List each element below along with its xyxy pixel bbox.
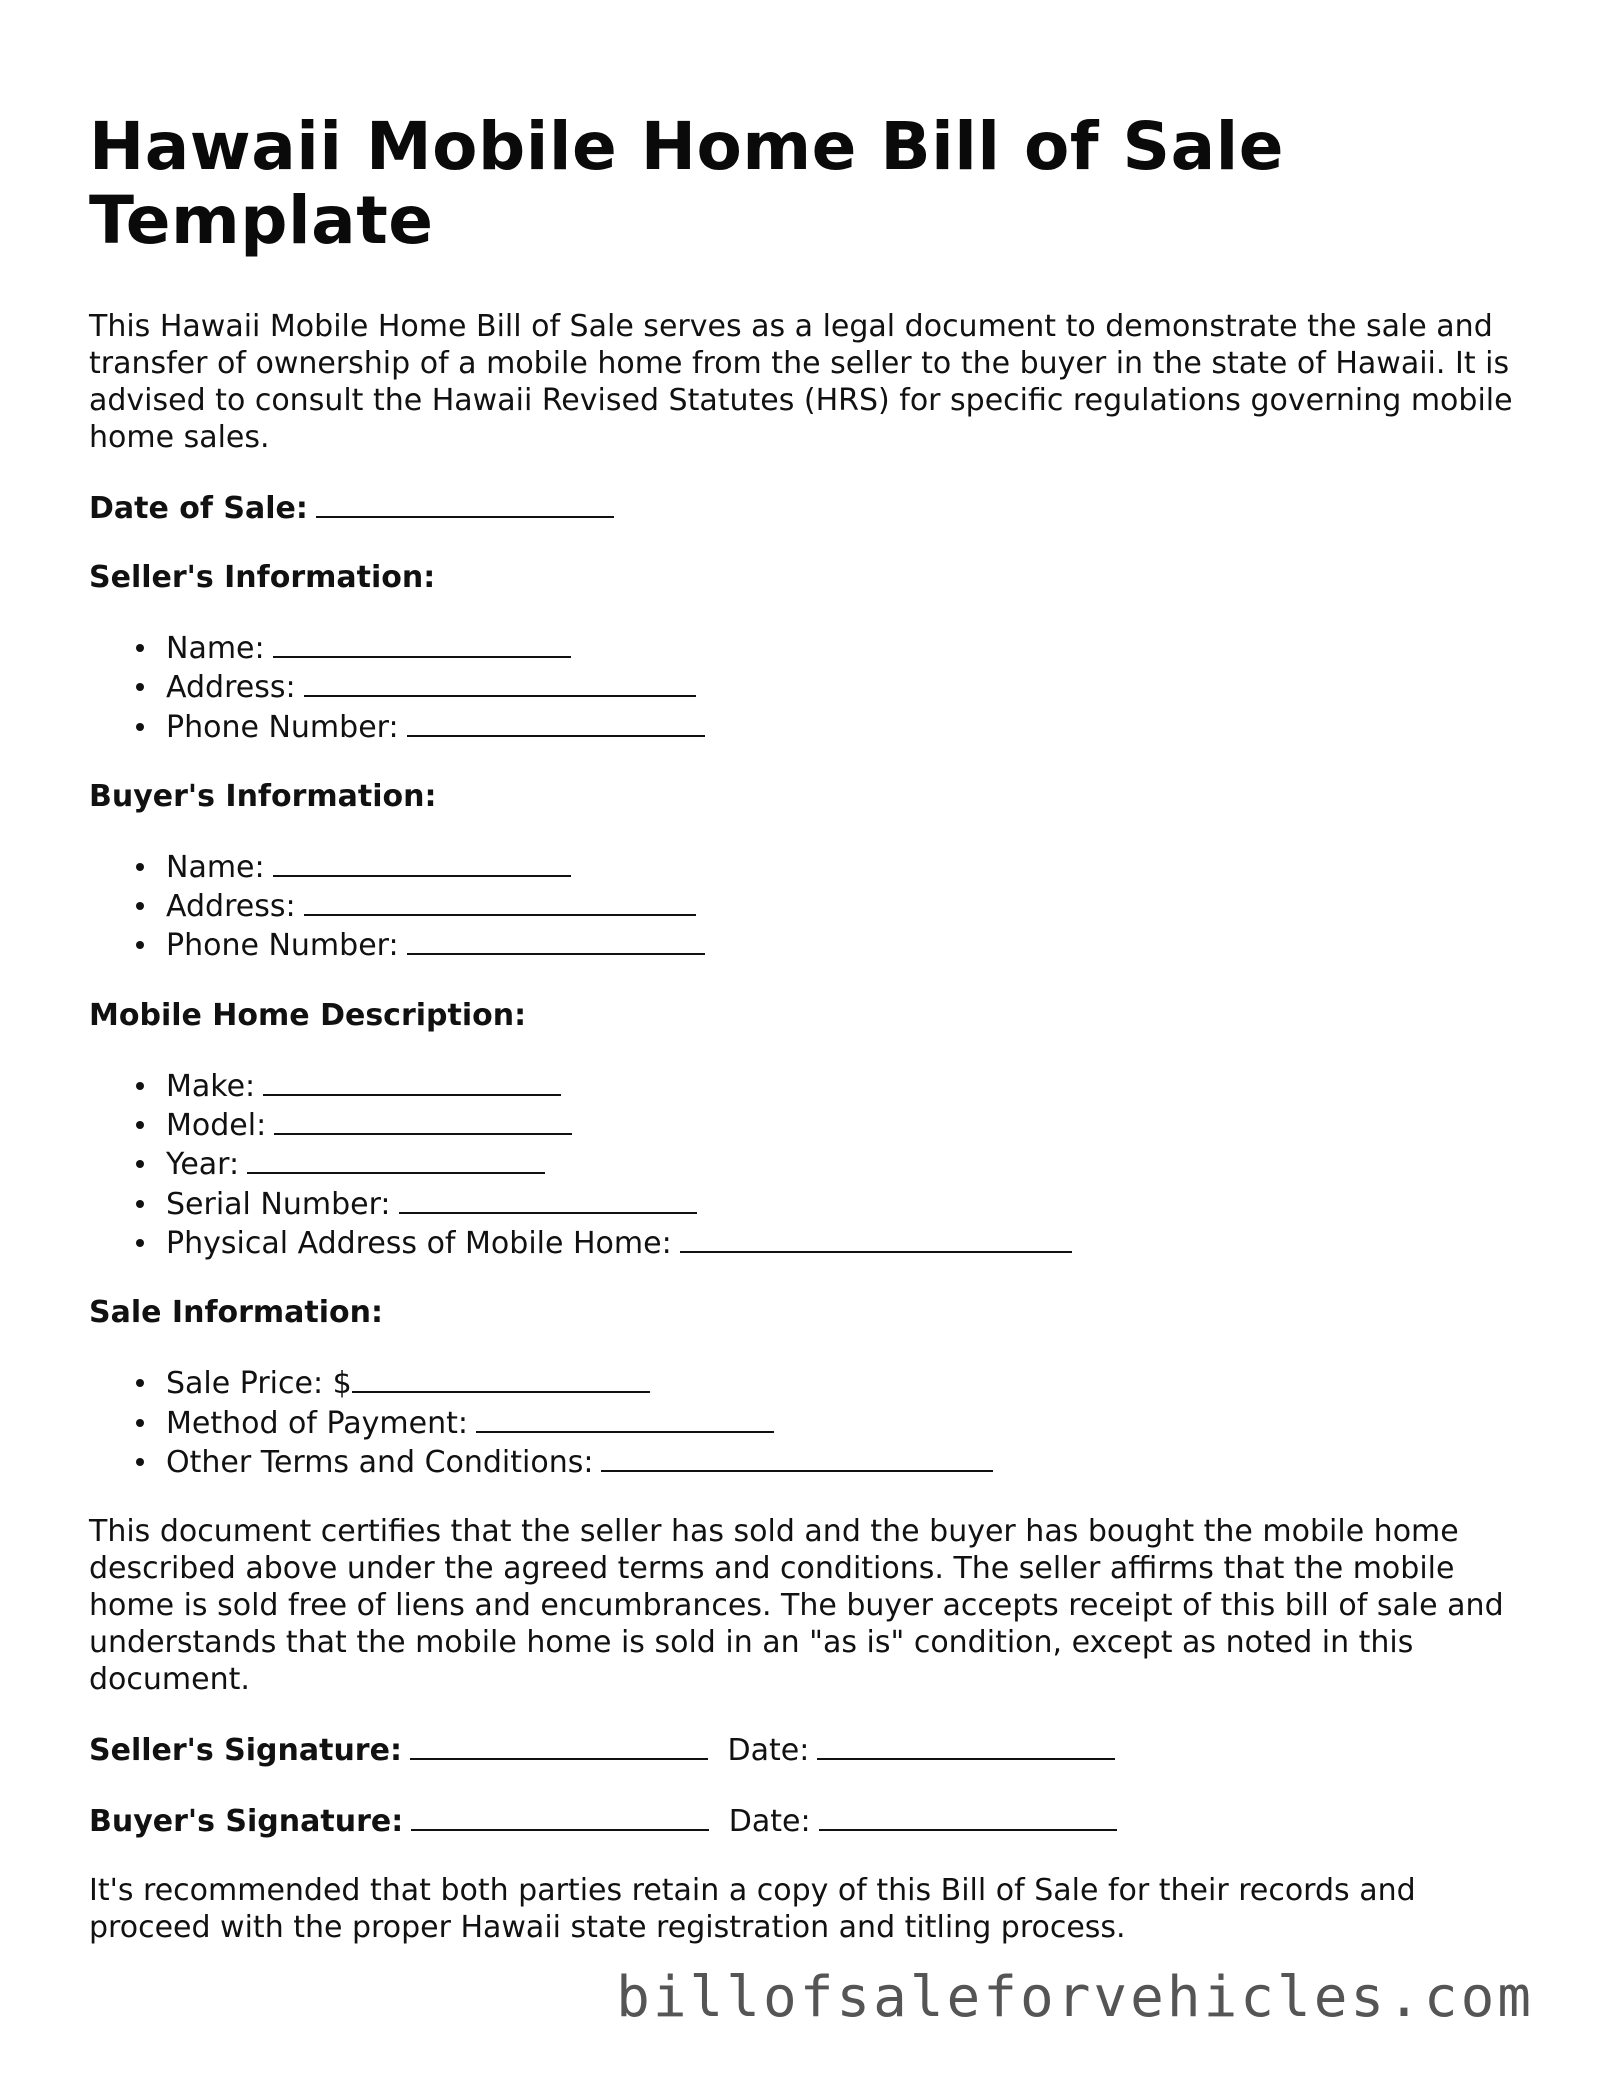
sale-price-label: Sale Price: $ [166,1366,352,1402]
payment-method-blank[interactable] [476,1403,774,1433]
seller-signature-label: Seller's Signature: [89,1733,402,1769]
buyer-heading: Buyer's Information: [89,778,437,814]
other-terms-blank[interactable] [601,1442,993,1472]
year-item [166,1144,1529,1183]
seller-date-label: Date: [727,1733,810,1769]
model-item [166,1105,1529,1144]
serial-number-label: Serial Number: [166,1186,391,1222]
seller-phone-item [166,707,1529,746]
make-label: Make: [166,1068,256,1104]
model-blank[interactable] [274,1105,572,1135]
other-terms-label: Other Terms and Conditions: [166,1444,594,1480]
buyer-phone-label: Phone Number: [166,928,399,964]
mobile-home-heading: Mobile Home Description: [89,997,527,1033]
make-blank[interactable] [263,1066,561,1096]
year-blank[interactable] [247,1144,545,1174]
buyer-info-list [89,847,1529,965]
serial-number-item [166,1184,1529,1223]
intro-paragraph: This Hawaii Mobile Home Bill of Sale serves as a legal document to demonstrate the sale and transfer of ownership of a mobile home from the seller to the buyer in the state of Hawaii. It is advised to consult the Hawaii Revised Statutes (HRS) for specific regulations governing mobile home sales. [89,309,1513,455]
mobile-home-list [89,1066,1529,1262]
sale-info-list [89,1363,1529,1481]
buyer-signature-blank[interactable] [411,1801,709,1831]
buyer-address-item [166,886,1529,925]
sale-price-blank[interactable] [352,1363,650,1393]
sale-heading: Sale Information: [89,1295,383,1331]
buyer-phone-blank[interactable] [407,925,705,955]
payment-method-item [166,1403,1529,1442]
seller-info-list [89,628,1529,746]
seller-phone-label: Phone Number: [166,709,399,745]
seller-signature-line [89,1730,1529,1769]
seller-name-item [166,628,1529,667]
buyer-phone-item [166,925,1529,964]
seller-heading: Seller's Information: [89,560,436,595]
buyer-signature-label: Buyer's Signature: [89,1804,404,1840]
buyer-address-label: Address: [166,889,296,925]
seller-address-blank[interactable] [304,667,696,697]
seller-name-blank[interactable] [273,628,571,658]
buyer-date-blank[interactable] [819,1801,1117,1831]
seller-phone-blank[interactable] [407,707,705,737]
seller-address-item [166,667,1529,706]
payment-method-label: Method of Payment: [166,1405,468,1441]
buyer-name-blank[interactable] [273,847,571,877]
page-title: Hawaii Mobile Home Bill of Sale Template [89,108,1284,259]
seller-name-label: Name: [166,631,265,666]
date-of-sale-blank[interactable] [316,488,614,518]
buyer-date-label: Date: [728,1804,811,1840]
date-of-sale-label: Date of Sale: [89,491,308,526]
document-page [89,110,1529,1946]
model-label: Model: [166,1108,267,1144]
buyer-signature-line [89,1801,1529,1840]
certification-paragraph: This document certifies that the seller has sold and the buyer has bought the mobile home described above under the agreed terms and conditions. The seller affirms that the mobile home is sold free of liens and encumbrances. The buyer accepts receipt of this bill of sale and understands that the mobile home is sold in an "as is" condition, except as noted in this document. [89,1514,1504,1698]
seller-date-blank[interactable] [817,1730,1115,1760]
site-watermark: billofsaleforvehicles.com [616,1965,1534,2030]
physical-address-blank[interactable] [680,1223,1072,1253]
other-terms-item [166,1442,1529,1481]
buyer-name-label: Name: [166,849,265,885]
seller-address-label: Address: [166,670,296,706]
make-item [166,1066,1529,1105]
buyer-name-item [166,847,1529,886]
physical-address-label: Physical Address of Mobile Home: [166,1225,672,1261]
seller-signature-blank[interactable] [410,1730,708,1760]
closing-paragraph: It's recommended that both parties retain a copy of this Bill of Sale for their records and proceed with the proper Hawaii state registration and titling process. [89,1873,1416,1946]
buyer-address-blank[interactable] [304,886,696,916]
sale-price-item [166,1363,1529,1402]
date-of-sale-field [89,488,1529,527]
year-label: Year: [166,1147,240,1183]
serial-number-blank[interactable] [399,1184,697,1214]
physical-address-item [166,1223,1529,1262]
